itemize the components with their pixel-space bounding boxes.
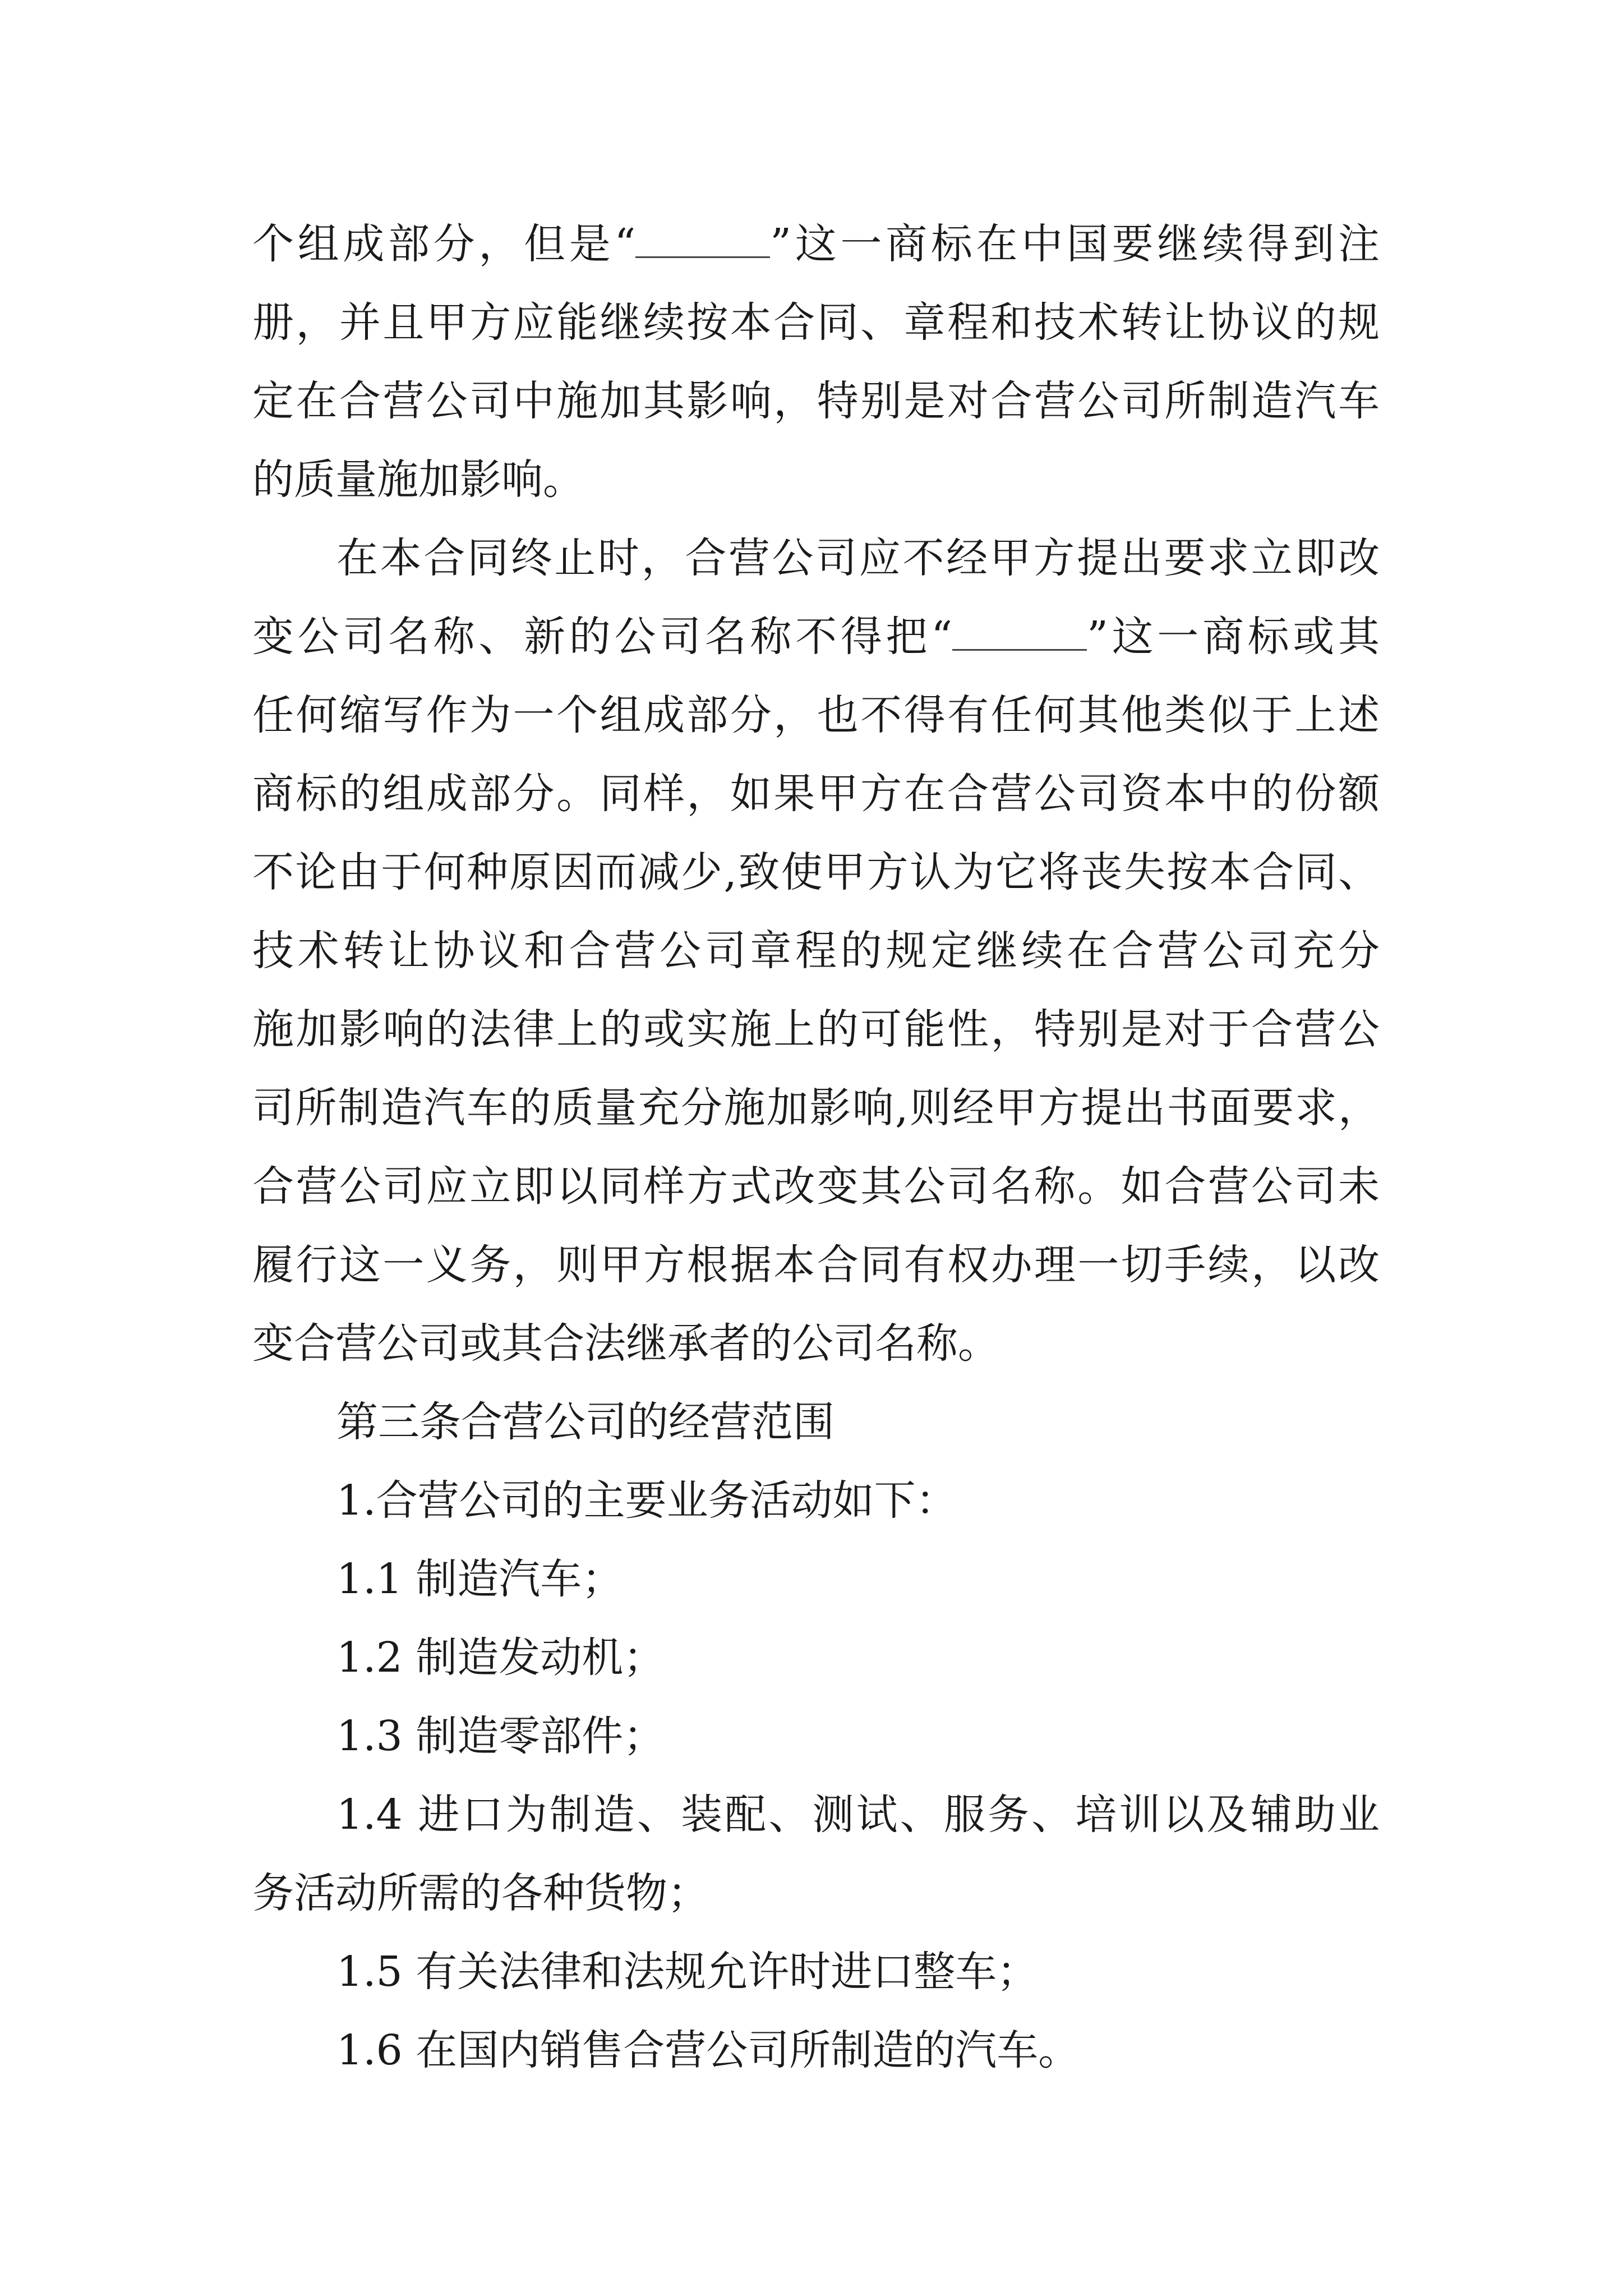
list-item-1-3: 1.3 制造零部件； [336, 1712, 665, 1760]
list-item-1-4-line1: 1.4 进口为制造、装配、测试、服务、培训以及辅助业 [336, 1791, 1380, 1839]
text-segment: ”这一商标或其 [1087, 613, 1380, 661]
paragraph2-line11: 变合营公司或其合法继承者的公司名称。 [252, 1319, 999, 1368]
text-segment: 变公司名称、新的公司名称不得把“ [252, 613, 953, 661]
article3-heading: 第三条合营公司的经营范围 [336, 1398, 834, 1446]
paragraph2-line7: 施加影响的法律上的或实施上的可能性，特别是对于合营公 [252, 1005, 1380, 1053]
list-item-1-6: 1.6 在国内销售合营公司所制造的汽车。 [336, 2026, 1080, 2074]
paragraph1-line1 [252, 216, 1380, 272]
blank-trademark-field [952, 614, 1087, 651]
paragraph1-line4: 的质量施加影响。 [252, 455, 584, 504]
paragraph2-line1: 在本合同终止时，合营公司应不经甲方提出要求立即改 [336, 534, 1380, 582]
paragraph2-line2 [252, 609, 1380, 665]
paragraph2-line6: 技术转让协议和合营公司章程的规定继续在合营公司充分 [252, 927, 1380, 975]
list-item-1-4-line2: 务活动所需的各种货物； [252, 1869, 709, 1917]
text-segment: ”这一商标在中国要继续得到注 [770, 220, 1380, 268]
list-item-1-5: 1.5 有关法律和法规允许时进口整车； [336, 1948, 1039, 1996]
list-item-1-2: 1.2 制造发动机； [336, 1634, 665, 1682]
paragraph2-line8: 司所制造汽车的质量充分施加影响,则经甲方提出书面要求， [252, 1084, 1380, 1132]
list-item-1-1: 1.1 制造汽车； [336, 1555, 624, 1603]
blank-trademark-field [635, 222, 770, 258]
paragraph2-line4: 商标的组成部分。同样，如果甲方在合营公司资本中的份额 [252, 770, 1380, 818]
text-segment: 个组成部分，但是“ [252, 220, 636, 268]
paragraph1-line2: 册，并且甲方应能继续按本合同、章程和技术转让协议的规 [252, 298, 1380, 347]
paragraph2-line9: 合营公司应立即以同样方式改变其公司名称。如合营公司未 [252, 1162, 1380, 1211]
list-item-1: 1.合营公司的主要业务活动如下： [336, 1476, 957, 1525]
paragraph2-line5: 不论由于何种原因而减少,致使甲方认为它将丧失按本合同、 [252, 848, 1380, 896]
paragraph2-line10: 履行这一义务，则甲方根据本合同有权办理一切手续，以改 [252, 1241, 1380, 1289]
paragraph2-line3: 任何缩写作为一个组成部分，也不得有任何其他类似于上述 [252, 691, 1380, 739]
paragraph1-line3: 定在合营公司中施加其影响，特别是对合营公司所制造汽车 [252, 377, 1380, 425]
